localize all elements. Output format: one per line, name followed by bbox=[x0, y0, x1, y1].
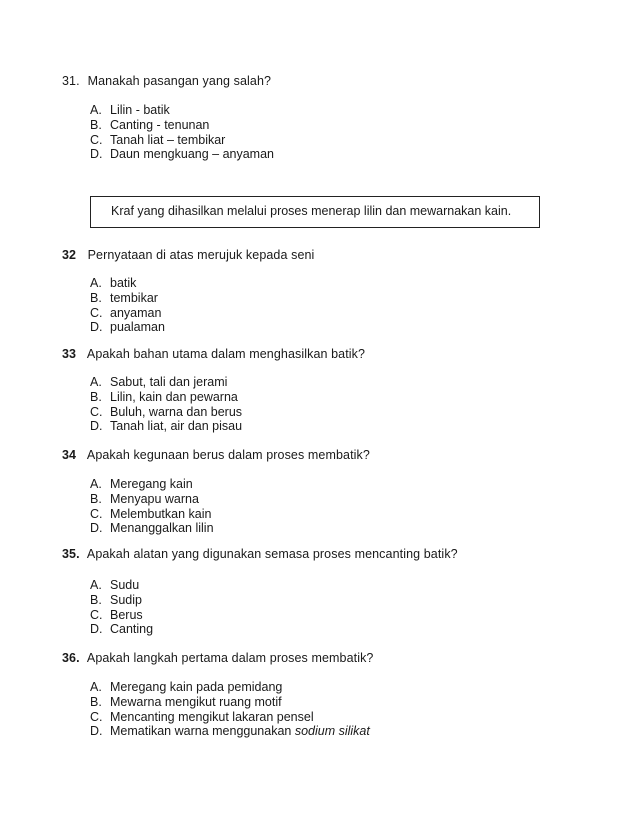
option-d: D. pualaman bbox=[90, 320, 165, 335]
question-34 bbox=[62, 448, 370, 462]
question-35 bbox=[62, 547, 458, 561]
option-c: C. Buluh, warna dan berus bbox=[90, 404, 243, 419]
option-a: A. Sudu bbox=[90, 578, 140, 592]
option-d: D. Daun mengkuang – anyaman bbox=[90, 147, 275, 162]
option-a: A. Meregang kain bbox=[90, 477, 193, 491]
question-number: 32 bbox=[62, 248, 77, 262]
question-36 bbox=[62, 651, 374, 665]
option-c: C. Tanah liat – tembikar bbox=[90, 132, 226, 147]
statement-text: Kraf yang dihasilkan melalui proses menerap lilin dan mewarnakan kain. bbox=[111, 204, 512, 218]
question-31 bbox=[62, 74, 271, 88]
question-number: 33 bbox=[62, 347, 77, 361]
question-number: 35. bbox=[62, 547, 80, 561]
question-stem: Apakah kegunaan berus dalam proses membatik? bbox=[86, 448, 370, 462]
question-33 bbox=[62, 347, 365, 361]
option-a: A. Meregang kain pada pemidang bbox=[90, 680, 283, 694]
question-stem: Apakah alatan yang digunakan semasa proses mencanting batik? bbox=[86, 547, 458, 561]
option-b: B. Menyapu warna bbox=[90, 491, 199, 506]
option-d: D. Menanggalkan lilin bbox=[90, 521, 214, 536]
statement-box bbox=[90, 196, 540, 228]
option-b: B. Canting - tenunan bbox=[90, 117, 210, 132]
question-stem: Apakah bahan utama dalam menghasilkan batik? bbox=[86, 347, 366, 361]
option-c: C. Berus bbox=[90, 607, 143, 622]
options-36 bbox=[90, 680, 370, 739]
option-b: B. Lilin, kain dan pewarna bbox=[90, 389, 238, 404]
option-c: C. Melembutkan kain bbox=[90, 506, 212, 521]
question-32 bbox=[62, 248, 314, 262]
option-d: D. Tanah liat, air dan pisau bbox=[90, 419, 243, 434]
options-33 bbox=[90, 375, 242, 434]
option-b: B. tembikar bbox=[90, 290, 158, 305]
options-32 bbox=[90, 276, 165, 335]
option-a: A. Lilin - batik bbox=[90, 103, 170, 117]
option-d: D. Canting bbox=[90, 622, 154, 637]
question-stem: Manakah pasangan yang salah? bbox=[87, 74, 272, 88]
option-c: C. anyaman bbox=[90, 305, 162, 320]
option-a: A. batik bbox=[90, 276, 137, 290]
option-c: C. Mencanting mengikut lakaran pensel bbox=[90, 709, 314, 724]
option-d-italic-term: sodium silikat bbox=[294, 724, 370, 739]
question-number: 34 bbox=[62, 448, 77, 462]
option-d: D. Mematikan warna menggunakan sodium silikat bbox=[90, 724, 370, 739]
options-31 bbox=[90, 103, 274, 162]
question-stem: Apakah langkah pertama dalam proses membatik? bbox=[86, 651, 374, 665]
options-35 bbox=[90, 578, 153, 637]
question-number: 31. bbox=[62, 74, 80, 88]
option-a: A. Sabut, tali dan jerami bbox=[90, 375, 228, 389]
option-b: B. Mewarna mengikut ruang motif bbox=[90, 694, 282, 709]
question-number: 36. bbox=[62, 651, 80, 665]
question-stem: Pernyataan di atas merujuk kepada seni bbox=[87, 248, 315, 262]
options-34 bbox=[90, 477, 214, 536]
option-b: B. Sudip bbox=[90, 592, 142, 607]
